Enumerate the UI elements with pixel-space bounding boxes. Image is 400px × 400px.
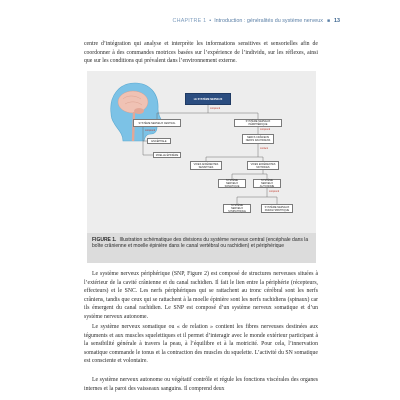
- figure-1: [87, 71, 316, 263]
- node-snc: SYSTÈME NERVEUX CENTRAL: [133, 119, 181, 127]
- node-voies-efferentes: VOIES EFFÉRENTES MOTRICES: [247, 161, 279, 170]
- node-nerfs: NERFS CRÂNIENS NERFS RACHIDIENS: [242, 134, 274, 144]
- paragraph-1: centre d’intégration qui analyse et interprète les informations sensitives et sensorielles afin de coordonner à des commandes motrices basées sur l’expérience de l’individu, sur les réflexes, ainsi que sur les conditions qui prévalent dans l’environnement externe.: [84, 41, 318, 65]
- node-somatique: SYSTÈME NERVEUX SOMATIQUE: [218, 179, 246, 188]
- node-moelle: MOELLE ÉPINIÈRE: [153, 152, 181, 158]
- figure-caption-text: Illustration schématique des divisions du système nerveux central (encéphale dans la boîte crânienne et moelle épinière dans le canal vertébral ou rachidien) et périphérique: [92, 237, 309, 250]
- running-head-separator: •: [209, 18, 212, 24]
- node-autonome: SYSTÈME NERVEUX AUTONOME: [253, 179, 281, 188]
- node-root: LE SYSTÈME NERVEUX: [185, 93, 231, 105]
- running-head: [60, 15, 340, 27]
- paragraph-4: Le système nerveux autonome ou végétatif contrôle et régule les fonctions viscérales des organes internes et la paroi des vaisseaux sanguins. Il comprend deux: [84, 377, 318, 392]
- running-head-title: Introduction : généralités du système nerveux: [214, 18, 323, 24]
- paragraph-3: Le système nerveux somatique ou « de relation » contient les fibres nerveuses destinées aux téguments et aux muscles squelettiques et il permet d’interagir avec le monde extérieur participant à la sensibilité générale à travers la peau, à l’équilibre et à la motricité. Pour cela, l’innervation somatique commande le tonus et la contraction des muscles du squelette. L’activité du SN somatique est consciente et volontaire.: [84, 324, 318, 365]
- node-encephale: ENCÉPHALE: [147, 138, 171, 144]
- chapter-label: CHAPITRE 1: [172, 18, 207, 24]
- node-voies-afferentes: VOIES AFFÉRENTES SENSITIVES: [190, 161, 222, 170]
- node-sympathique: SYSTÈME NERVEUX SYMPATHIQUE: [223, 204, 251, 213]
- link-label: contient: [260, 148, 269, 150]
- link-label: comprend: [269, 191, 280, 193]
- square-bullet-icon: ■: [326, 18, 330, 24]
- link-label: comprend: [260, 129, 271, 131]
- paragraph-2: Le système nerveux périphérique (SNP, Figure 2) est composé de structures nerveuses situées à l’extérieur de la cavité crânienne et du canal rachidien. Il fait le lien entre la périphérie (récepteurs, effecteurs) et le SNC. Les nerfs périphériques qui se rattachent au tronc cérébral sont les nerfs crâniens, tandis que ceux qui se rattachent à la moelle épinière sont les nerfs rachidiens (spinaux) car ils émergent du canal rachidien. Le SNP est composé d’un système nerveux somatique et d’un système nerveux autonome.: [84, 271, 318, 320]
- figure-label: FIGURE 1.: [92, 237, 117, 243]
- link-label: comprend: [145, 130, 156, 132]
- figure-caption: [87, 233, 316, 263]
- page-number: 13: [334, 18, 340, 24]
- link-label: comprend: [210, 108, 221, 110]
- node-snp: SYSTÈME NERVEUX PÉRIPHÉRIQUE: [234, 119, 282, 127]
- node-parasympathique: SYSTÈME NERVEUX PARASYMPATHIQUE: [261, 204, 293, 213]
